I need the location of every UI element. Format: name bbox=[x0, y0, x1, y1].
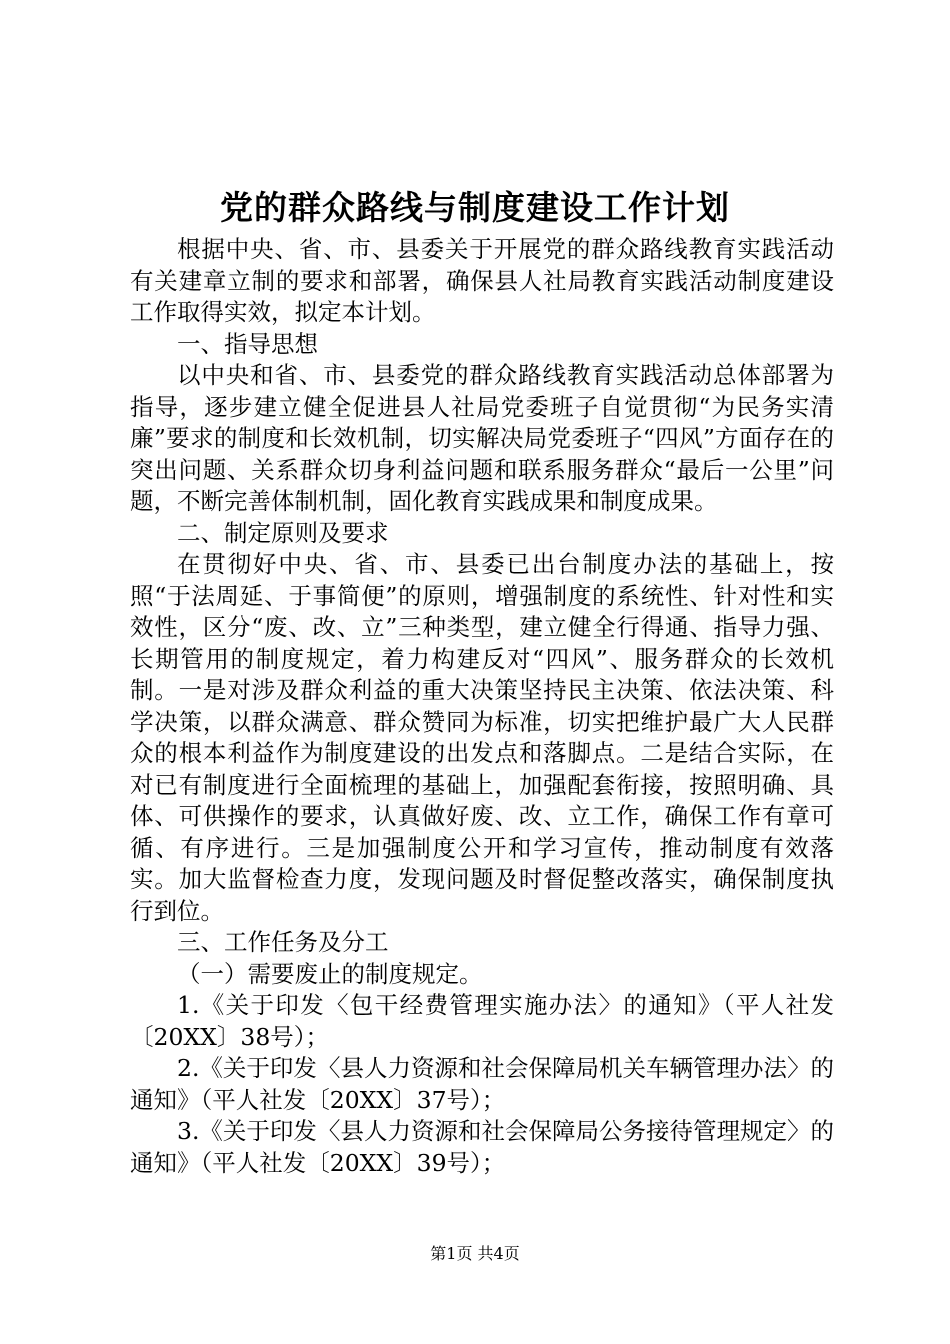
page-footer: 第1页 共4页 bbox=[430, 1244, 520, 1263]
list-item: 3.《关于印发〈县人力资源和社会保障局公务接待管理规定〉的通知》（平人社发〔20XX〕39号）； bbox=[130, 1117, 834, 1177]
list-item: 1.《关于印发〈包干经费管理实施办法〉的通知》（平人社发〔20XX〕38号）； bbox=[130, 991, 834, 1051]
subsection-heading-1: （一）需要废止的制度规定。 bbox=[177, 959, 483, 988]
document-title: 党的群众路线与制度建设工作计划 bbox=[220, 188, 730, 227]
document-body bbox=[130, 234, 834, 1179]
section-heading-1: 一、指导思想 bbox=[177, 329, 318, 358]
section-heading-2: 二、制定原则及要求 bbox=[177, 518, 389, 547]
paragraph-principles: 在贯彻好中央、省、市、县委已出台制度办法的基础上，按照“于法周延、于事简便”的原则，增强制度的系统性、针对性和实效性，区分“废、改、立”三种类型，建立健全行得通、指导力强、长期管用的制度规定，着力构建反对“四风”、服务群众的长效机制。一是对涉及群众利益的重大决策坚持民主决策、依法决策、科学决策，以群众满意、群众赞同为标准，切实把维护最广大人民群众的根本利益作为制度建设的出发点和落脚点。二是结合实际，在对已有制度进行全面梳理的基础上，加强配套衔接，按照明确、具体、可供操作的要求，认真做好废、改、立工作，确保工作有章可循、有序进行。三是加强制度公开和学习宣传，推动制度有效落实。加大监督检查力度，发现问题及时督促整改落实，确保制度执行到位。 bbox=[130, 550, 834, 925]
section-heading-3: 三、工作任务及分工 bbox=[177, 928, 389, 956]
paragraph-intro: 根据中央、省、市、县委关于开展党的群众路线教育实践活动有关建章立制的要求和部署，确保县人社局教育实践活动制度建设工作取得实效，拟定本计划。 bbox=[130, 235, 834, 326]
list-item: 2.《关于印发〈县人力资源和社会保障局机关车辆管理办法〉的通知》（平人社发〔20XX〕37号）； bbox=[130, 1054, 834, 1114]
paragraph-guiding-ideas: 以中央和省、市、县委党的群众路线教育实践活动总体部署为指导，逐步建立健全促进县人社局党委班子自觉贯彻“为民务实清廉”要求的制度和长效机制，切实解决局党委班子“四风”方面存在的突出问题、关系群众切身利益问题和联系服务群众“最后一公里”问题，不断完善体制机制，固化教育实践成果和制度成果。 bbox=[130, 361, 834, 515]
